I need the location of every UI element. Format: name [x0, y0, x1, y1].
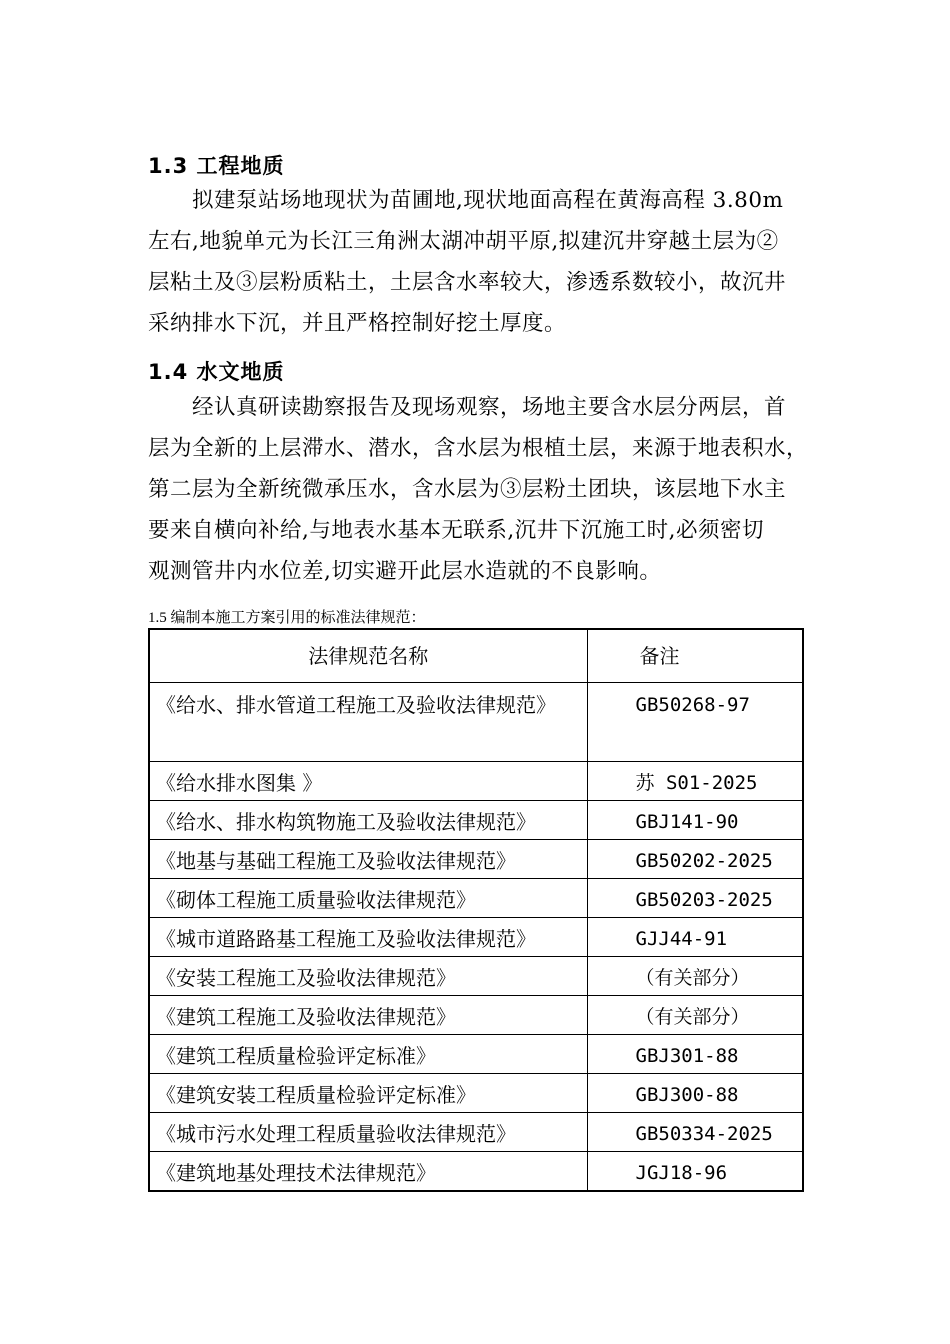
- standard-note-cell: GBJ301-88: [587, 1035, 803, 1074]
- paragraph-engineering-geology: [148, 180, 816, 344]
- table-row: [149, 1074, 803, 1113]
- column-header-name: 法律规范名称: [149, 629, 587, 683]
- table-row: [149, 879, 803, 918]
- table-row: [149, 1152, 803, 1192]
- standard-note-cell: GB50202-2025: [587, 840, 803, 879]
- paragraph-line: 第二层为全新统微承压水，含水层为③层粉土团块，该层地下水主: [148, 477, 787, 502]
- paragraph-hydrogeology: [148, 387, 816, 592]
- standard-note-cell: GBJ300-88: [587, 1074, 803, 1113]
- standard-note-cell: GB50334-2025: [587, 1113, 803, 1152]
- standard-note-cell: GB50203-2025: [587, 879, 803, 918]
- standard-name-cell: 《砌体工程施工质量验收法律规范》: [149, 879, 587, 918]
- paragraph-line: 拟建泵站场地现状为苗圃地,现状地面高程在黄海高程 3.80m: [192, 188, 784, 213]
- table-row: [149, 957, 803, 996]
- table-row: [149, 762, 803, 801]
- table-row: [149, 918, 803, 957]
- paragraph-line: 经认真研读勘察报告及现场观察，场地主要含水层分两层，首: [192, 395, 787, 420]
- standard-name-cell: 《城市道路路基工程施工及验收法律规范》: [149, 918, 587, 957]
- standard-note-cell: GJJ44-91: [587, 918, 803, 957]
- standard-name-cell: 《地基与基础工程施工及验收法律规范》: [149, 840, 587, 879]
- paragraph-line: 层为全新的上层滞水、潜水，含水层为根植土层，来源于地表积水，: [148, 436, 809, 461]
- paragraph-line: 层粘土及③层粉质粘土，土层含水率较大，渗透系数较小，故沉井: [148, 270, 787, 295]
- paragraph-line: 左右,地貌单元为长江三角洲太湖冲胡平原,拟建沉井穿越土层为②: [148, 229, 779, 254]
- standard-note-cell: JGJ18-96: [587, 1152, 803, 1192]
- standard-note-cell: GB50268-97: [587, 683, 803, 762]
- table-header-row: [149, 629, 803, 683]
- standard-name-cell: 《建筑地基处理技术法律规范》: [149, 1152, 587, 1192]
- standard-name-cell: 《给水、排水管道工程施工及验收法律规范》: [149, 683, 587, 762]
- standard-name-cell: 《建筑工程施工及验收法律规范》: [149, 996, 587, 1035]
- section-heading-1-4: 1.4 水文地质: [148, 360, 285, 384]
- paragraph-line: 观测管井内水位差,切实避开此层水造就的不良影响。: [148, 559, 662, 584]
- standard-name-cell: 《给水排水图集 》: [149, 762, 587, 801]
- standard-name-cell: 《城市污水处理工程质量验收法律规范》: [149, 1113, 587, 1152]
- table-row: [149, 1035, 803, 1074]
- standard-name-cell: 《建筑安装工程质量检验评定标准》: [149, 1074, 587, 1113]
- standard-note-cell: （有关部分）: [587, 957, 803, 996]
- table-row: [149, 683, 803, 762]
- standard-note-cell: GBJ141-90: [587, 801, 803, 840]
- table-row: [149, 840, 803, 879]
- standard-note-cell: 苏 S01-2025: [587, 762, 803, 801]
- paragraph-line: 要来自横向补给,与地表水基本无联系,沉井下沉施工时,必须密切: [148, 518, 765, 543]
- standard-name-cell: 《给水、排水构筑物施工及验收法律规范》: [149, 801, 587, 840]
- standard-name-cell: 《建筑工程质量检验评定标准》: [149, 1035, 587, 1074]
- paragraph-line: 采纳排水下沉，并且严格控制好挖土厚度。: [148, 311, 567, 336]
- table-row: [149, 1113, 803, 1152]
- table-row: [149, 996, 803, 1035]
- table-row: [149, 801, 803, 840]
- standard-note-cell: （有关部分）: [587, 996, 803, 1035]
- column-header-note: 备注: [587, 629, 803, 683]
- standards-table: [148, 628, 804, 1192]
- section-heading-1-3: 1.3 工程地质: [148, 154, 285, 178]
- standard-name-cell: 《安装工程施工及验收法律规范》: [149, 957, 587, 996]
- table-caption: 1.5 编制本施工方案引用的标准法律规范：: [148, 610, 426, 626]
